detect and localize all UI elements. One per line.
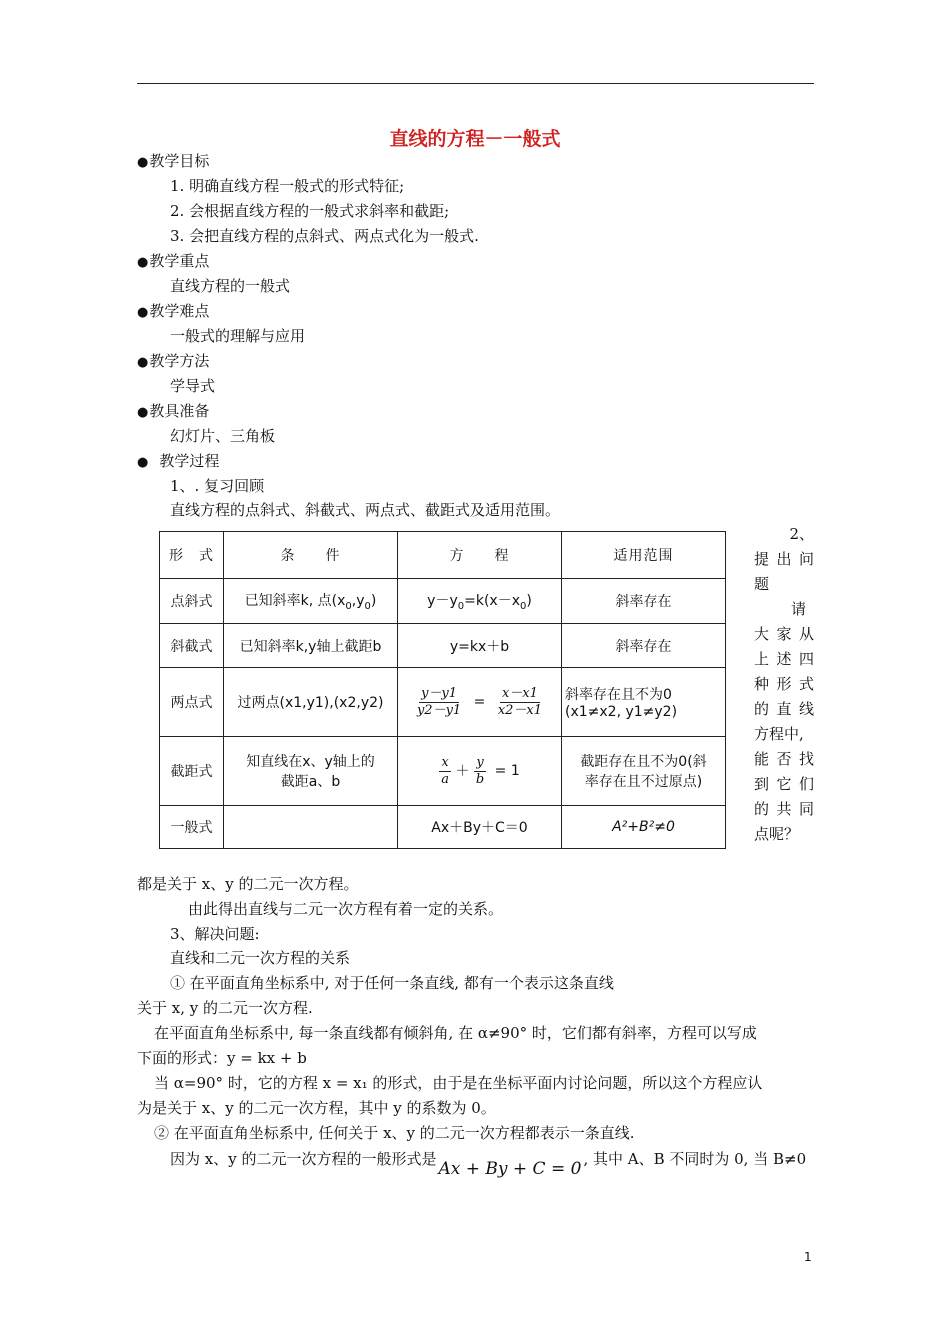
cell-range: 斜率存在且不为0 (x1≠x2, y1≠y2) <box>562 668 726 737</box>
body-p10: 为是关于 x、y 的二元一次方程，其中 y 的系数为 0。 <box>137 1099 496 1117</box>
diff-text: 一般式的理解与应用 <box>170 327 306 345</box>
cell-range: 斜率存在 <box>562 624 726 668</box>
body-p4: 直线和二元一次方程的关系 <box>170 949 351 967</box>
cell-condition: 知直线在x、y轴上的 截距a、b <box>224 737 398 806</box>
body-p1: 都是关于 x、y 的二元一次方程。 <box>137 875 359 893</box>
table-row <box>160 806 726 849</box>
tools-text: 幻灯片、三角板 <box>170 427 276 445</box>
table-row <box>160 668 726 737</box>
cell-equation: $\frac{x}{a}$ ＋ $\frac{y}{b}$ = 1 <box>398 737 562 806</box>
side-note: 2、 提出问 题 请 大家从 上述四 种形式 的直线 方程中, 能否找 到它们 的共同 点呢？ <box>754 525 814 843</box>
cell-condition <box>224 806 398 849</box>
general-equation: Ax + By + C = 0 <box>438 1159 582 1179</box>
cell-form: 截距式 <box>160 737 224 806</box>
body-p6: 关于 x, y 的二元一次方程. <box>137 999 313 1017</box>
cell-form: 两点式 <box>160 668 224 737</box>
table-row <box>160 579 726 624</box>
th-range: 适用范围 <box>562 532 726 579</box>
cell-equation: $y-y_0=k(x-x_0)$ <box>398 579 562 624</box>
page-title: 直线的方程－一般式 <box>389 128 561 150</box>
goal-1: 1. 明确直线方程一般式的形式特征; <box>170 177 405 195</box>
cell-condition: 已知斜率k, 点$(x_0,y_0)$ <box>224 579 398 624</box>
key-heading: ●教学重点 <box>137 252 210 270</box>
body-p7: 在平面直角坐标系中, 每一条直线都有倾斜角, 在 α≠90° 时，它们都有斜率，方程可以写成 <box>154 1024 757 1042</box>
th-condition: 条 件 <box>224 532 398 579</box>
body-p9: 当 α=90° 时，它的方程 x = x₁ 的形式，由于是在坐标平面内讨论问题，所以这个方程应认 <box>154 1074 763 1092</box>
fraction-yb: $\frac{y}{b}$ <box>475 754 485 787</box>
goal-3: 3. 会把直线方程的点斜式、两点式化为一般式. <box>170 227 479 245</box>
body-p2: 由此得出直线与二元一次方程有着一定的关系。 <box>188 900 504 918</box>
th-equation: 方 程 <box>398 532 562 579</box>
table-row <box>160 737 726 806</box>
tools-heading: ●教具准备 <box>137 402 210 420</box>
step-1: 1、. 复习回顾 <box>170 477 265 495</box>
cell-condition: 已知斜率k,y轴上截距b <box>224 624 398 668</box>
method-text: 学导式 <box>170 377 216 395</box>
page-number: 1 <box>804 1250 812 1264</box>
forms-table <box>159 531 726 849</box>
body-p11: ② 在平面直角坐标系中, 任何关于 x、y 的二元一次方程都表示一条直线. <box>154 1124 635 1142</box>
cell-range: A²+B²≠0 <box>562 806 726 849</box>
cell-form: 点斜式 <box>160 579 224 624</box>
process-heading: ● 教学过程 <box>137 452 220 470</box>
body-p5: ① 在平面直角坐标系中, 对于任何一条直线, 都有一个表示这条直线 <box>170 974 614 992</box>
fraction-y: $\frac{y-y1}{y2-y1}$ <box>416 685 462 718</box>
table-header-row <box>160 532 726 579</box>
cell-condition: 过两点(x1,y1),(x2,y2) <box>224 668 398 737</box>
fraction-xa: $\frac{x}{a}$ <box>441 754 449 787</box>
cell-range: 截距存在且不为0(斜 率存在且不过原点) <box>562 737 726 806</box>
header-rule <box>137 83 814 84</box>
step-1-text: 直线方程的点斜式、斜截式、两点式、截距式及适用范围。 <box>170 501 561 519</box>
cell-range: 斜率存在 <box>562 579 726 624</box>
cell-form: 斜截式 <box>160 624 224 668</box>
cell-equation: $\frac{y-y1}{y2-y1}$ = $\frac{x-x1}{x2-x1}$ <box>398 668 562 737</box>
body-p3: 3、解决问题: <box>170 925 260 943</box>
diff-heading: ●教学难点 <box>137 302 210 320</box>
fraction-x: $\frac{x-x1}{x2-x1}$ <box>497 685 543 718</box>
th-form: 形 式 <box>160 532 224 579</box>
goal-2: 2. 会根据直线方程的一般式求斜率和截距; <box>170 202 450 220</box>
body-p8: 下面的形式：y = kx + b <box>137 1049 307 1067</box>
cell-equation: Ax＋By＋C＝0 <box>398 806 562 849</box>
key-text: 直线方程的一般式 <box>170 277 291 295</box>
method-heading: ●教学方法 <box>137 352 210 370</box>
table-row <box>160 624 726 668</box>
body-p12: 因为 x、y 的二元一次方程的一般形式是 Ax + By + C = 0 , 其中 A、B 不同时为 0, 当 B≠0 <box>170 1150 807 1179</box>
goals-heading: ●教学目标 <box>137 152 210 170</box>
cell-equation: y=kx＋b <box>398 624 562 668</box>
cell-form: 一般式 <box>160 806 224 849</box>
